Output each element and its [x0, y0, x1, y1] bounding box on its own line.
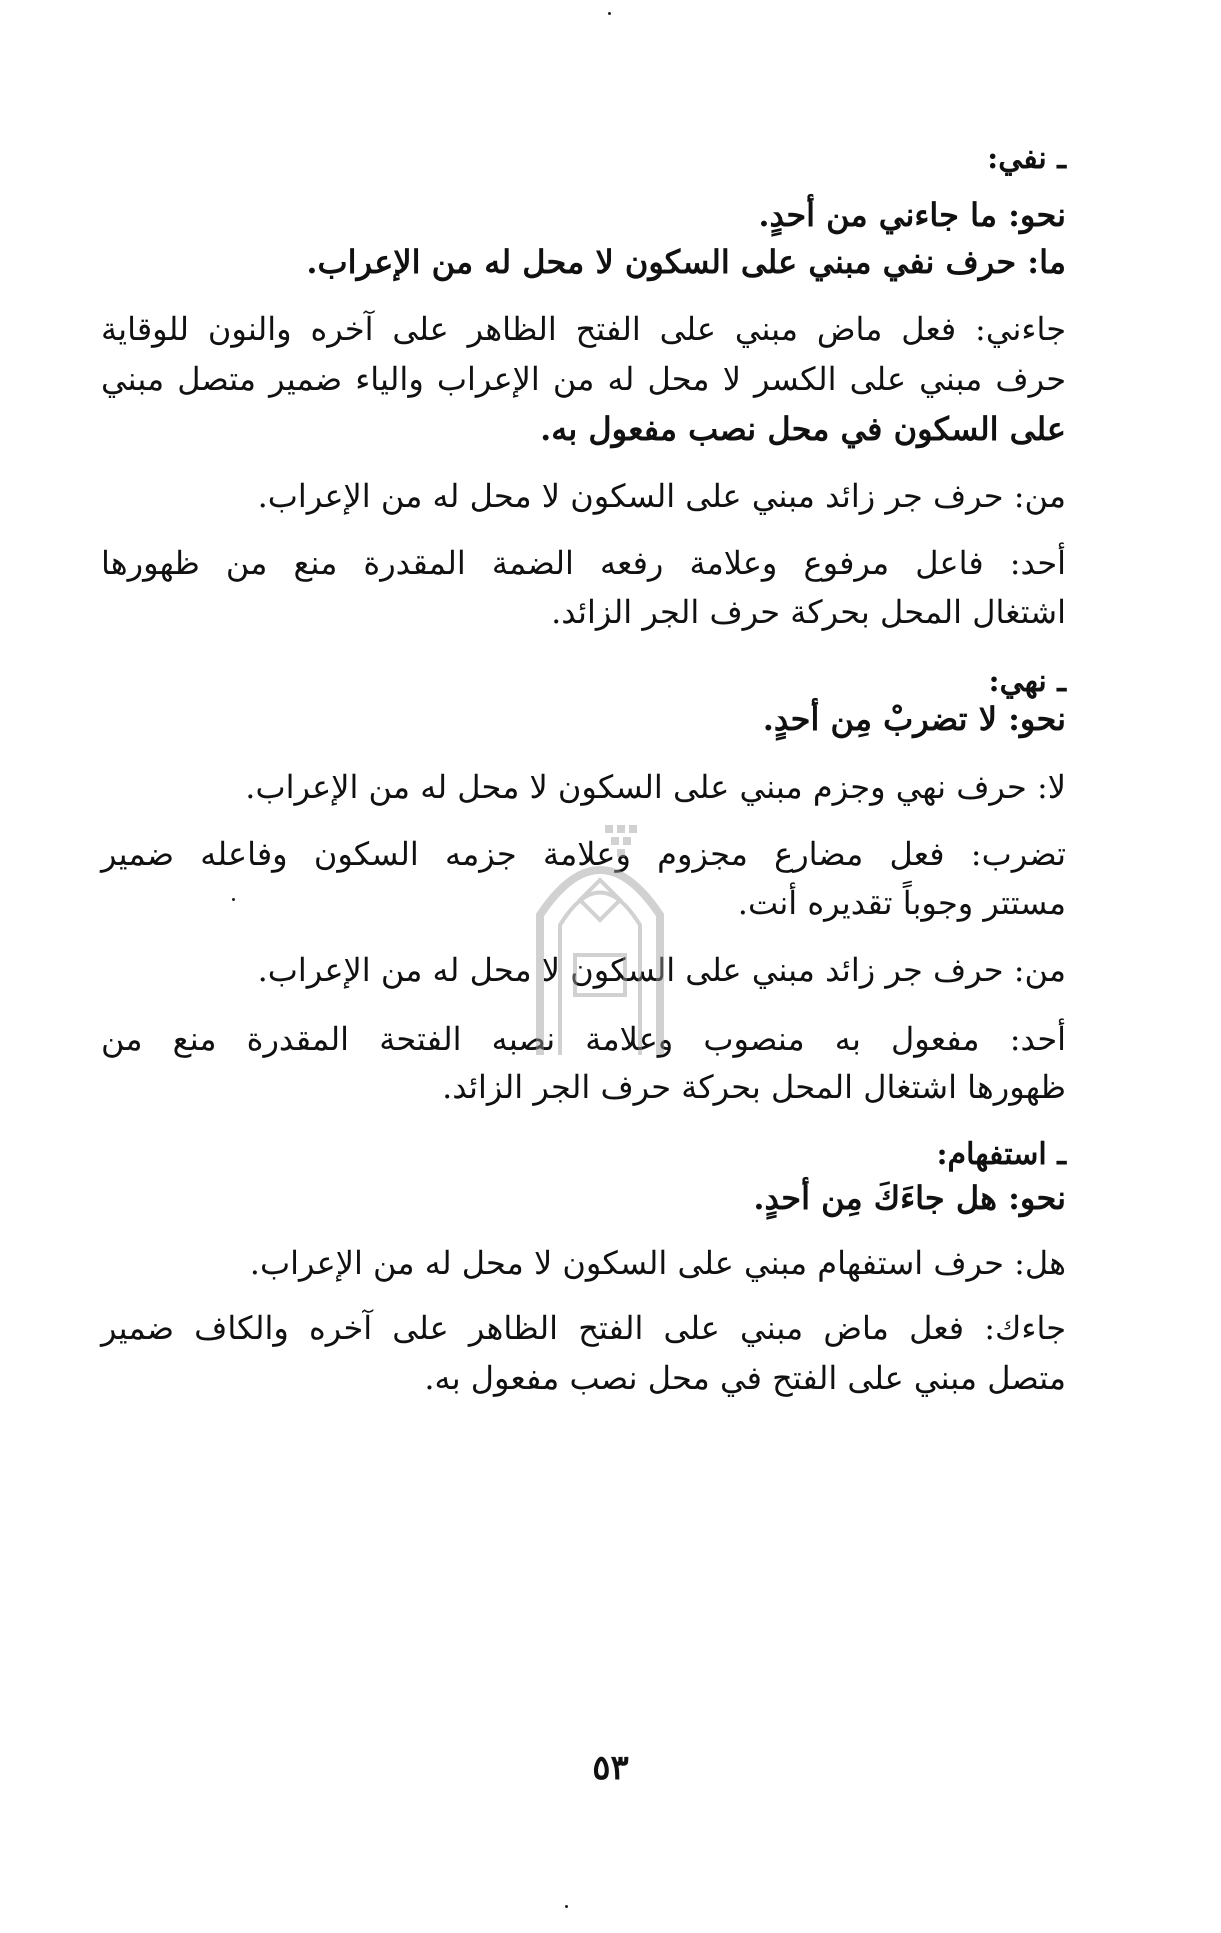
parse-min-2: من: حرف جر زائد مبني على السكون لا محل له من الإعراب.	[257, 951, 1066, 989]
section-heading-nahy: ـ نهي:	[988, 664, 1066, 699]
parse-ahad-1-line1: أحد: فاعل مرفوع وعلامة رفعه الضمة المقدرة منع من ظهورها	[101, 544, 1067, 582]
parse-jaani-line2: حرف مبني على الكسر لا محل له من الإعراب والياء ضمير متصل مبني	[101, 360, 1066, 398]
scan-speck	[565, 1905, 568, 1908]
parse-ma: ما: حرف نفي مبني على السكون لا محل له من الإعراب.	[306, 243, 1066, 281]
parse-jaak-line2: متصل مبني على الفتح في محل نصب مفعول به.	[424, 1359, 1066, 1397]
example-istifham: نحو: هل جاءَكَ مِن أحدٍ.	[753, 1179, 1066, 1217]
example-nafi: نحو: ما جاءني من أحدٍ.	[758, 196, 1066, 234]
parse-la: لا: حرف نهي وجزم مبني على السكون لا محل له من الإعراب.	[245, 768, 1066, 806]
parse-hal: هل: حرف استفهام مبني على السكون لا محل له من الإعراب.	[249, 1244, 1066, 1282]
parse-ahad-2-line1: أحد: مفعول به منصوب وعلامة نصبه الفتحة المقدرة منع من	[101, 1020, 1066, 1058]
section-heading-nafi: ـ نفي:	[987, 141, 1066, 176]
parse-min-1: من: حرف جر زائد مبني على السكون لا محل له من الإعراب.	[257, 477, 1066, 515]
parse-ahad-1-line2: اشتغال المحل بحركة حرف الجر الزائد.	[551, 593, 1066, 631]
scan-speck	[608, 12, 611, 15]
parse-tadrib-line2: مستتر وجوباً تقديره أنت.	[737, 884, 1066, 922]
scan-speck	[232, 898, 235, 901]
section-heading-istifham: ـ استفهام:	[936, 1137, 1066, 1172]
library-seal-watermark	[480, 805, 720, 1065]
page-number: ٥٣	[592, 1748, 629, 1788]
parse-tadrib-line1: تضرب: فعل مضارع مجزوم وعلامة جزمه السكون وفاعله ضمير	[101, 835, 1066, 873]
parse-jaak-line1: جاءك: فعل ماض مبني على الفتح الظاهر على آخره والكاف ضمير	[101, 1309, 1066, 1347]
parse-jaani-line3: على السكون في محل نصب مفعول به.	[540, 410, 1066, 448]
parse-jaani-line1: جاءني: فعل ماض مبني على الفتح الظاهر على آخره والنون للوقاية	[101, 310, 1066, 348]
example-nahy: نحو: لا تضربْ مِن أحدٍ.	[762, 700, 1066, 738]
parse-ahad-2-line2: ظهورها اشتغال المحل بحركة حرف الجر الزائد.	[442, 1068, 1066, 1106]
